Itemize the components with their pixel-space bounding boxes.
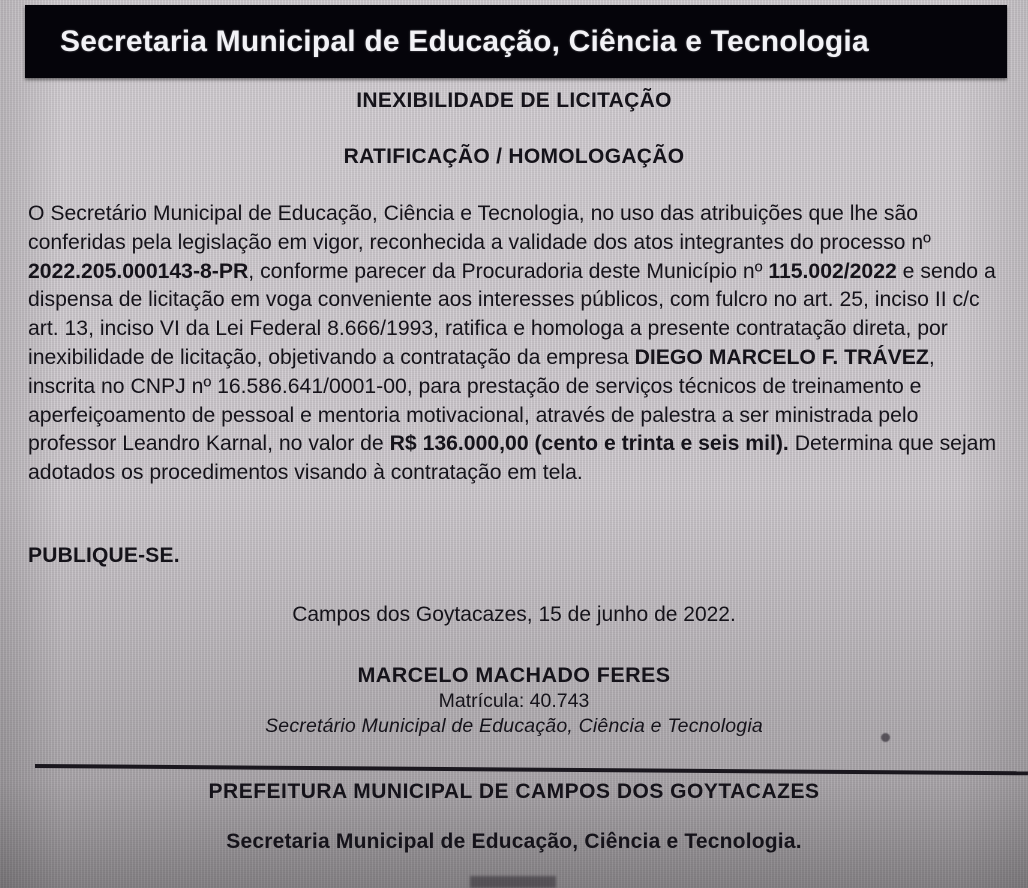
signatory-role: Secretário Municipal de Educação, Ciência e Tecnologia: [265, 715, 763, 737]
publish-order: PUBLIQUE-SE.: [28, 544, 180, 567]
document-body: [28, 200, 1006, 488]
signatory-registration: Matrícula: 40.743: [438, 690, 590, 712]
body-segment-3: e sendo a dispensa de licitação em voga conveniente aos interesses públicos, com fulcro no art. 25, inciso II c/c art. 13, inciso VI da Lei Federal 8.666/1993, ratifica e homologa a presente contratação direta, por inexibilidade de licitação, objetivando a contratação da empresa: [28, 259, 996, 369]
signature-block: [0, 663, 1028, 738]
body-segment-2: , conforme parecer da Procuradoria deste Município nº: [248, 259, 769, 283]
process-number: 2022.205.000143-8-PR: [28, 259, 249, 283]
body-segment-4: , inscrita no CNPJ nº 16.586.641/0001-00, para prestação de serviços técnicos de treinamento e aperfeiçoamento de pessoal e mentoria motivacional, através de palestra a ser ministrada pelo professor Leandro Karnal, no valor de: [28, 345, 935, 456]
company-name: DIEGO MARCELO F. TRÁVEZ: [634, 345, 929, 369]
footer-block: [0, 780, 1028, 854]
body-segment-5: Determina que sejam adotados os procedimentos visando à contratação em tela.: [28, 432, 997, 485]
document-heading-secondary: RATIFICAÇÃO / HOMOLOGAÇÃO: [343, 145, 685, 168]
bottom-cropped-fragment: [470, 876, 556, 888]
footer-municipality: PREFEITURA MUNICIPAL DE CAMPOS DOS GOYTACAZES: [208, 780, 820, 803]
contract-value: R$ 136.000,00 (cento e trinta e seis mil).: [389, 432, 789, 456]
footer-department: Secretaria Municipal de Educação, Ciência e Tecnologia.: [226, 830, 802, 853]
body-paragraph: [28, 200, 1006, 488]
body-segment-1: O Secretário Municipal de Educação, Ciência e Tecnologia, no uso das atribuições que lhe são conferidas pela legislação em vigor, reconhecida a validade dos atos integrantes do processo nº: [28, 202, 931, 254]
paper-smudge-mark: [881, 733, 890, 742]
document-heading-primary: INEXIBILIDADE DE LICITAÇÃO: [356, 89, 672, 112]
header-banner: [25, 5, 1007, 78]
banner-title: Secretaria Municipal de Educação, Ciência e Tecnologia: [60, 24, 869, 58]
opinion-number: 115.002/2022: [768, 259, 897, 283]
horizontal-divider: [35, 764, 1028, 775]
signatory-name: MARCELO MACHADO FERES: [357, 663, 671, 687]
city-and-date: Campos dos Goytacazes, 15 de junho de 2022.: [292, 603, 736, 626]
